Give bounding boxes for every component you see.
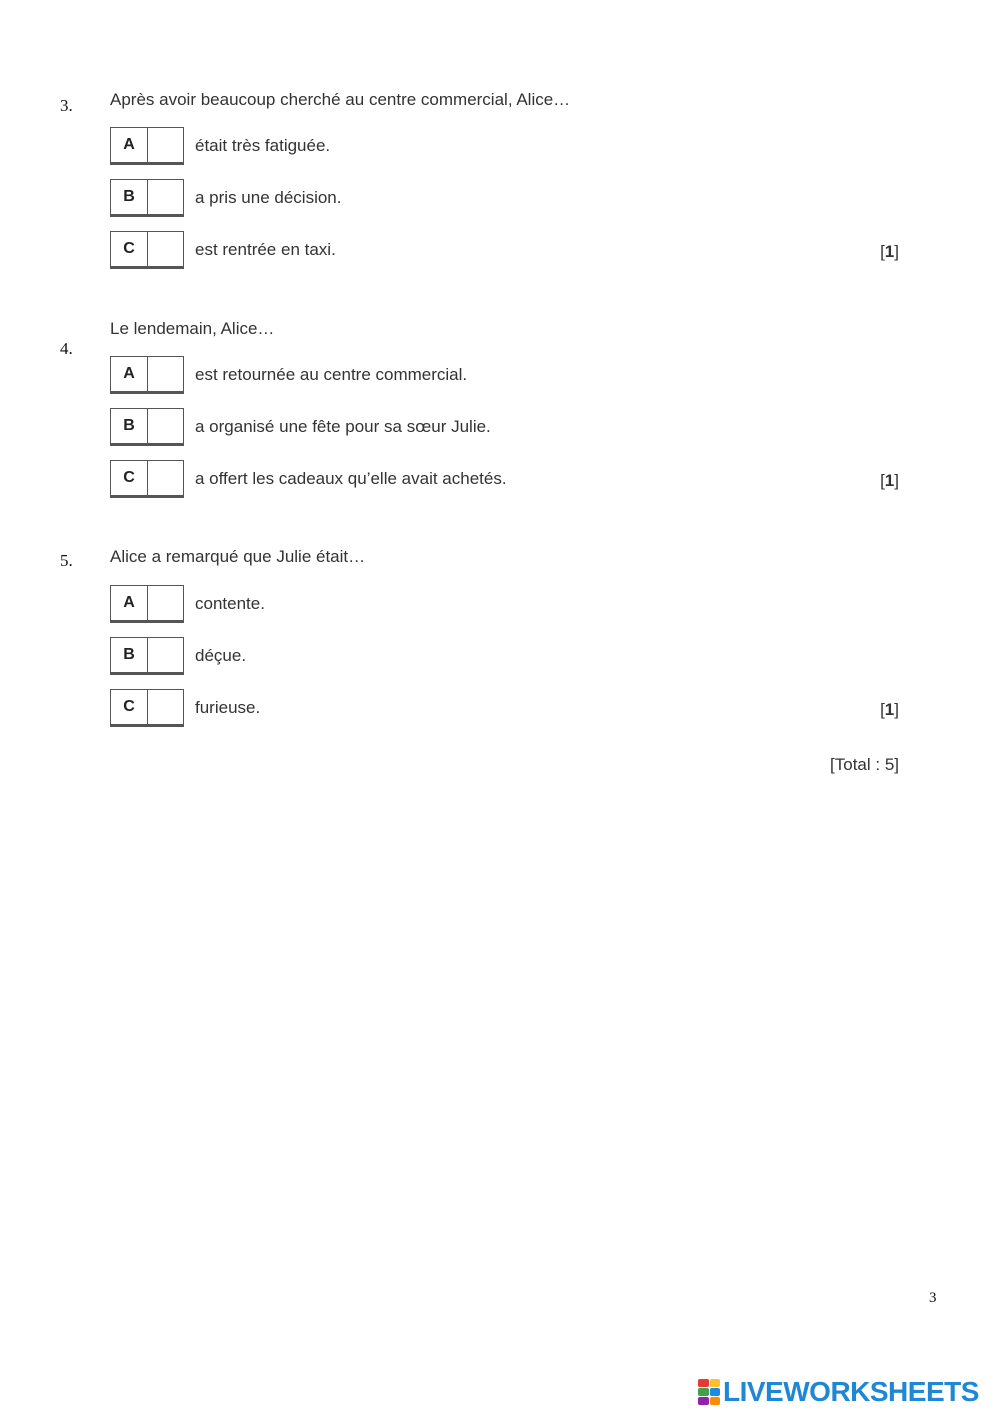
- option-letter: A: [111, 586, 148, 620]
- option-text: furieuse.: [195, 698, 261, 717]
- question-prompt: Le lendemain, Alice…: [110, 319, 275, 338]
- answer-box[interactable]: [110, 637, 184, 673]
- answer-box[interactable]: [110, 585, 184, 621]
- question-number: 5.: [60, 551, 73, 570]
- question-prompt: Après avoir beaucoup cherché au centre commercial, Alice…: [110, 90, 571, 109]
- question-number: 3.: [60, 96, 73, 115]
- answer-checkbox[interactable]: [148, 461, 183, 495]
- option-text: déçue.: [195, 646, 247, 665]
- option-letter: B: [111, 409, 148, 443]
- liveworksheets-logo: [698, 1376, 979, 1408]
- option-letter: B: [111, 180, 148, 214]
- answer-box[interactable]: [110, 231, 184, 267]
- option-text: a organisé une fête pour sa sœur Julie.: [195, 417, 491, 436]
- logo-text: LIVEWORKSHEETS: [723, 1376, 979, 1407]
- answer-checkbox[interactable]: [148, 128, 183, 162]
- option-letter: C: [111, 461, 148, 495]
- question-prompt: Alice a remarqué que Julie était…: [110, 547, 366, 566]
- answer-checkbox[interactable]: [148, 690, 183, 724]
- option-letter: C: [111, 690, 148, 724]
- answer-box[interactable]: [110, 689, 184, 725]
- answer-box[interactable]: [110, 179, 184, 215]
- option-text: a pris une décision.: [195, 188, 342, 207]
- option-text: a offert les cadeaux qu’elle avait achetés.: [195, 469, 507, 488]
- answer-box[interactable]: [110, 460, 184, 496]
- answer-checkbox[interactable]: [148, 586, 183, 620]
- answer-checkbox[interactable]: [148, 638, 183, 672]
- answer-checkbox[interactable]: [148, 357, 183, 391]
- option-letter: A: [111, 357, 148, 391]
- mark-label: [1]: [880, 700, 899, 719]
- option-letter: B: [111, 638, 148, 672]
- answer-box[interactable]: [110, 127, 184, 163]
- answer-checkbox[interactable]: [148, 232, 183, 266]
- total-marks: [Total : 5]: [830, 755, 899, 774]
- answer-checkbox[interactable]: [148, 180, 183, 214]
- option-text: contente.: [195, 594, 265, 613]
- answer-checkbox[interactable]: [148, 409, 183, 443]
- option-text: était très fatiguée.: [195, 136, 331, 155]
- option-letter: C: [111, 232, 148, 266]
- answer-box[interactable]: [110, 408, 184, 444]
- option-text: est rentrée en taxi.: [195, 240, 336, 259]
- page-number: 3: [929, 1290, 937, 1306]
- logo-icon: [698, 1379, 720, 1405]
- option-letter: A: [111, 128, 148, 162]
- mark-label: [1]: [880, 242, 899, 261]
- mark-label: [1]: [880, 471, 899, 490]
- answer-box[interactable]: [110, 356, 184, 392]
- question-number: 4.: [60, 339, 73, 358]
- option-text: est retournée au centre commercial.: [195, 365, 468, 384]
